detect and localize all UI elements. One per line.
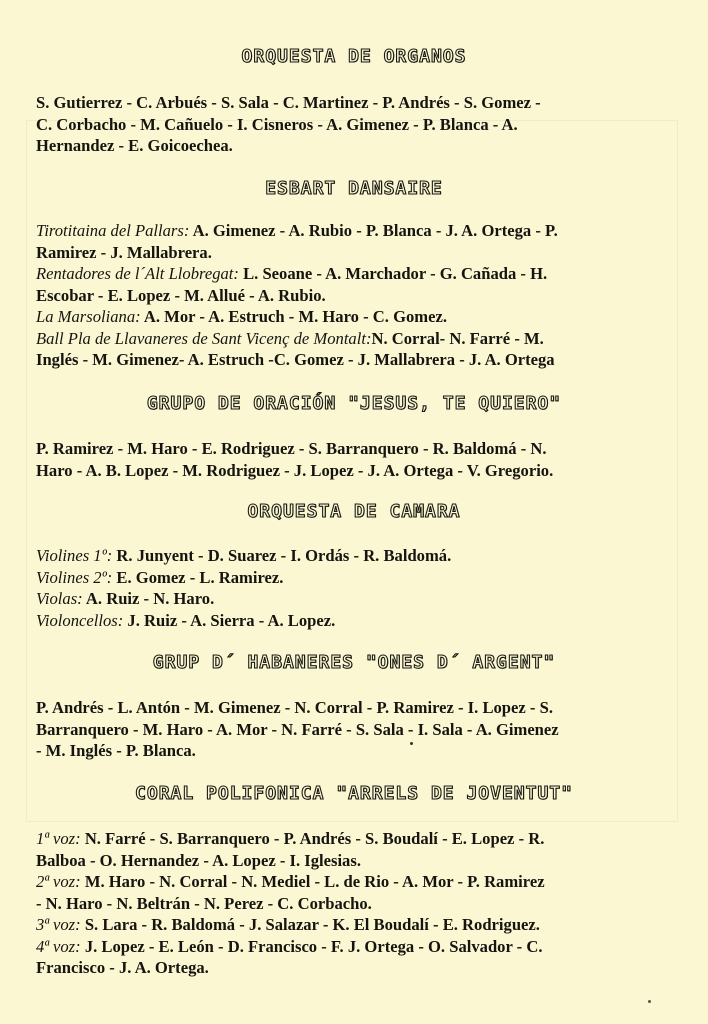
text-line: Ramirez - J. Mallabrera.: [36, 242, 212, 262]
section-body-esbart-dansaire: [36, 220, 676, 371]
section-title-grupo-oracion: GRUPO DE ORACIÓN "JESUS, TE QUIERO": [146, 393, 562, 414]
section-body-grupo-oracion: [36, 438, 676, 481]
text-line: C. Corbacho - M. Cañuelo - I. Cisneros - A. Gimenez - P. Blanca - A.: [36, 114, 518, 134]
text-line: Violoncellos: J. Ruiz - A. Sierra - A. Lopez.: [36, 610, 336, 630]
ink-speck: [648, 1000, 651, 1003]
text-line: Inglés - M. Gimenez- A. Estruch -C. Gomez - J. Mallabrera - J. A. Ortega: [36, 350, 555, 369]
text-line: 2ª voz: M. Haro - N. Corral - N. Mediel - L. de Rio - A. Mor - P. Ramirez: [36, 872, 545, 891]
text-line: Barranquero - M. Haro - A. Mor - N. Farré - S. Sala - I. Sala - A. Gimenez: [36, 719, 559, 739]
text-line: La Marsoliana: A. Mor - A. Estruch - M. Haro - C. Gomez.: [36, 307, 447, 326]
text-line: Hernandez - E. Goicoechea.: [36, 136, 233, 155]
section-title-coral-polifonica: CORAL POLIFONICA "ARRELS DE JOVENTUT": [135, 783, 573, 804]
text-line: Violas: A. Ruiz - N. Haro.: [36, 589, 215, 608]
text-line: Violines 2º: E. Gomez - L. Ramirez.: [36, 567, 284, 587]
text-line: S. Gutierrez - C. Arbués - S. Sala - C. Martinez - P. Andrés - S. Gomez -: [36, 93, 541, 112]
section-title-orquesta-organos: ORQUESTA DE ORGANOS: [241, 46, 467, 67]
text-line: - M. Inglés - P. Blanca.: [36, 741, 196, 760]
text-line: Balboa - O. Hernandez - A. Lopez - I. Iglesias.: [36, 850, 361, 870]
section-body-coral-polifonica: [36, 828, 676, 979]
section-title-grup-habaneres: GRUP D´ HABANERES "ONES D´ ARGENT": [152, 652, 556, 673]
text-line: Tirotitaina del Pallars: A. Gimenez - A. Rubio - P. Blanca - J. A. Ortega - P.: [36, 221, 558, 240]
section-title-orquesta-camara: ORQUESTA DE CAMARA: [247, 501, 461, 522]
text-line: Ball Pla de Llavaneres de Sant Vicenç de Montalt:N. Corral- N. Farré - M.: [36, 328, 544, 348]
text-line: 4ª voz: J. Lopez - E. León - D. Francisco - F. J. Ortega - O. Salvador - C.: [36, 936, 543, 956]
text-line: Escobar - E. Lopez - M. Allué - A. Rubio.: [36, 285, 326, 305]
text-line: P. Ramirez - M. Haro - E. Rodriguez - S. Barranquero - R. Baldomá - N.: [36, 439, 547, 458]
text-line: Francisco - J. A. Ortega.: [36, 958, 209, 977]
text-line: 3ª voz: S. Lara - R. Baldomá - J. Salazar - K. El Boudalí - E. Rodriguez.: [36, 915, 540, 934]
section-body-orquesta-organos: [36, 92, 676, 157]
section-body-orquesta-camara: [36, 545, 676, 631]
section-body-grup-habaneres: [36, 697, 676, 762]
text-line: - N. Haro - N. Beltrán - N. Perez - C. Corbacho.: [36, 893, 372, 913]
text-line: Violines 1º: R. Junyent - D. Suarez - I. Ordás - R. Baldomá.: [36, 546, 452, 565]
section-title-esbart-dansaire: ESBART DANSAIRE: [265, 178, 443, 199]
ink-speck: [410, 742, 413, 745]
text-line: 1ª voz: N. Farré - S. Barranquero - P. Andrés - S. Boudalí - E. Lopez - R.: [36, 829, 545, 848]
text-line: Haro - A. B. Lopez - M. Rodriguez - J. Lopez - J. A. Ortega - V. Gregorio.: [36, 460, 554, 480]
text-line: Rentadores de l´Alt Llobregat: L. Seoane - A. Marchador - G. Cañada - H.: [36, 264, 548, 283]
text-line: P. Andrés - L. Antón - M. Gimenez - N. Corral - P. Ramirez - I. Lopez - S.: [36, 698, 553, 717]
